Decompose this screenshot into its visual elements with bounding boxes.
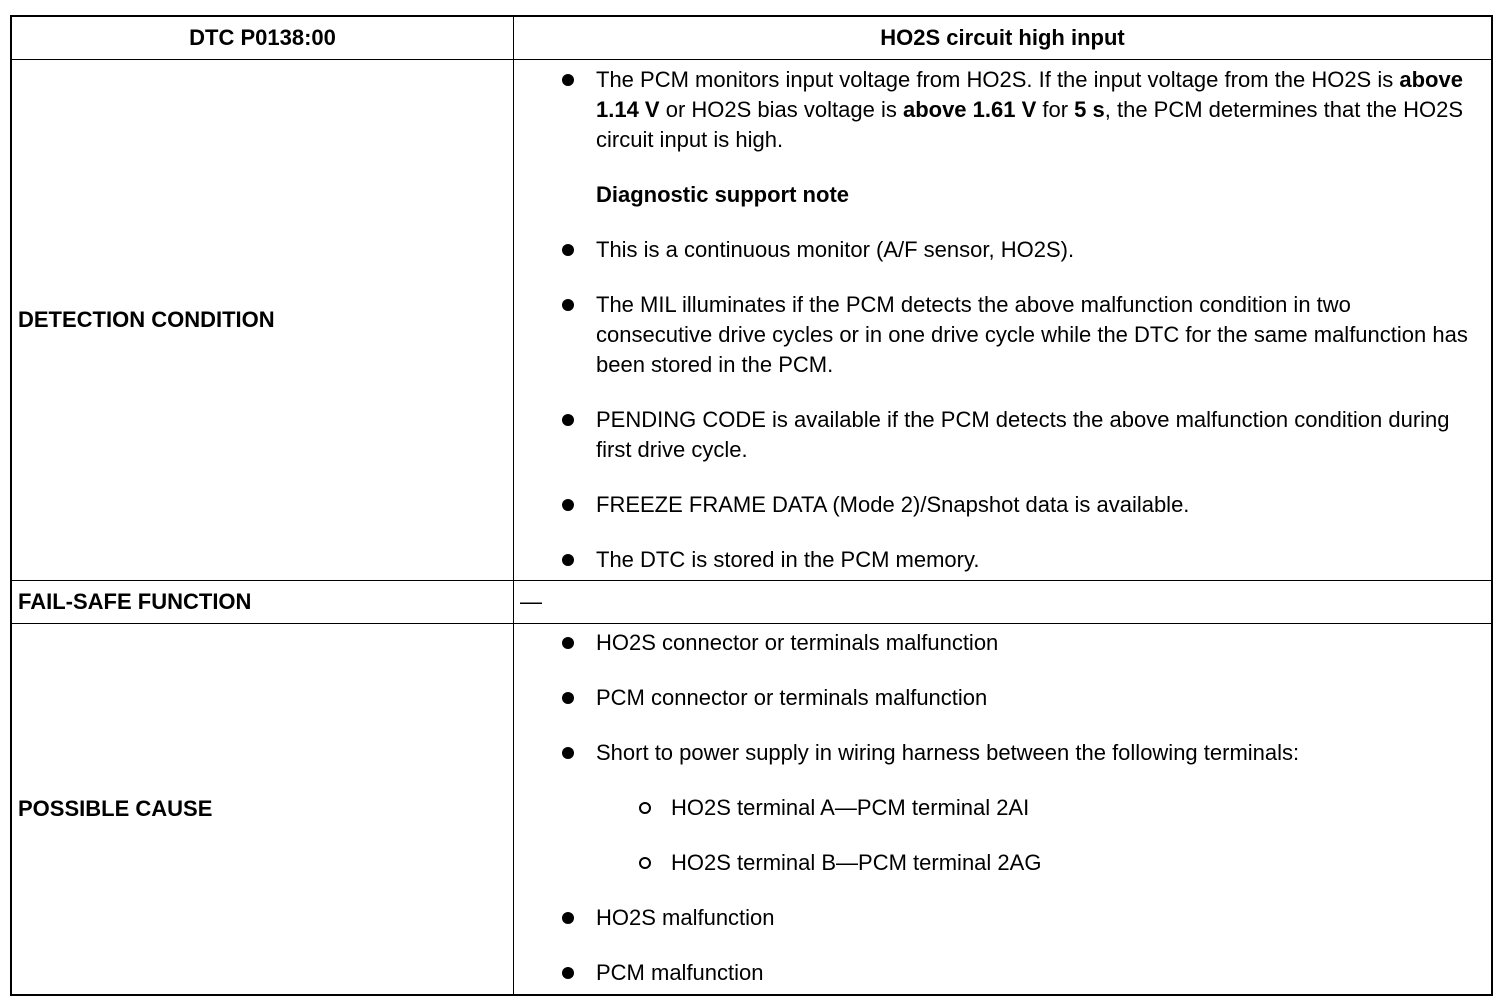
note-text: FREEZE FRAME DATA (Mode 2)/Snapshot data is available.	[596, 492, 1190, 517]
possible-cause-label: POSSIBLE CAUSE	[18, 796, 213, 821]
note-text: This is a continuous monitor (A/F sensor, HO2S).	[596, 237, 1075, 262]
list-item	[514, 405, 1491, 465]
list-item	[514, 545, 1491, 575]
list-item	[514, 738, 1491, 768]
possible-cause-list	[514, 628, 1491, 768]
list-item	[514, 235, 1491, 265]
bullet-icon	[562, 637, 574, 649]
fail-safe-value-cell	[514, 581, 1491, 624]
list-item	[514, 958, 1491, 988]
detection-condition-content	[514, 60, 1491, 581]
note-text: PENDING CODE is available if the PCM detects the above malfunction condition during first drive cycle.	[596, 407, 1450, 462]
cause-text: PCM connector or terminals malfunction	[596, 685, 988, 710]
note-text: The DTC is stored in the PCM memory.	[596, 547, 980, 572]
bullet-icon	[562, 499, 574, 511]
list-item	[514, 903, 1491, 933]
fail-safe-label-cell	[12, 581, 514, 624]
dtc-code: DTC P0138:00	[189, 25, 336, 50]
dtc-description: HO2S circuit high input	[880, 25, 1125, 50]
cause-text: PCM malfunction	[596, 960, 764, 985]
bullet-icon	[562, 967, 574, 979]
cause-text: Short to power supply in wiring harness between the following terminals:	[596, 740, 1300, 765]
detection-condition-label: DETECTION CONDITION	[18, 307, 275, 332]
list-item	[514, 683, 1491, 713]
fail-safe-value: —	[520, 589, 542, 614]
bullet-icon	[562, 912, 574, 924]
list-item	[514, 793, 1491, 823]
cause-text: HO2S connector or terminals malfunction	[596, 630, 999, 655]
list-item	[514, 290, 1491, 380]
list-item	[514, 490, 1491, 520]
bullet-icon	[562, 414, 574, 426]
possible-cause-list-continued	[514, 903, 1491, 988]
list-item	[514, 848, 1491, 878]
terminal-text: HO2S terminal B—PCM terminal 2AG	[671, 850, 1042, 875]
bullet-icon	[562, 554, 574, 566]
bullet-icon	[562, 692, 574, 704]
note-text: The MIL illuminates if the PCM detects the above malfunction condition in two consecutive drive cycles or in one drive cycle while the DTC for the same malfunction has been stored in the PCM.	[596, 292, 1468, 377]
list-item	[514, 628, 1491, 658]
cause-text: HO2S malfunction	[596, 905, 775, 930]
diagnostic-notes-list	[514, 235, 1491, 575]
diagnostic-support-note-heading: Diagnostic support note	[596, 182, 849, 207]
dtc-table	[10, 15, 1493, 996]
terminal-sub-list	[514, 793, 1491, 878]
header-dtc-code	[12, 17, 514, 60]
bullet-icon	[562, 74, 574, 86]
header-description	[514, 17, 1491, 60]
possible-cause-content	[514, 624, 1491, 994]
bullet-icon	[562, 747, 574, 759]
bullet-icon	[562, 244, 574, 256]
hollow-bullet-icon	[639, 802, 651, 814]
hollow-bullet-icon	[639, 857, 651, 869]
fail-safe-label: FAIL-SAFE FUNCTION	[18, 589, 252, 614]
detection-intro-list	[514, 65, 1491, 155]
detection-condition-label-cell	[12, 60, 514, 581]
list-item	[514, 65, 1491, 155]
terminal-text: HO2S terminal A—PCM terminal 2AI	[671, 795, 1030, 820]
intro-text: The PCM monitors input voltage from HO2S. If the input voltage from the HO2S is above 1.14 V or HO2S bias voltage is above 1.61 V for 5 s, the PCM determines that the HO2S circuit input is high.	[596, 67, 1464, 152]
possible-cause-label-cell	[12, 624, 514, 994]
bullet-icon	[562, 299, 574, 311]
